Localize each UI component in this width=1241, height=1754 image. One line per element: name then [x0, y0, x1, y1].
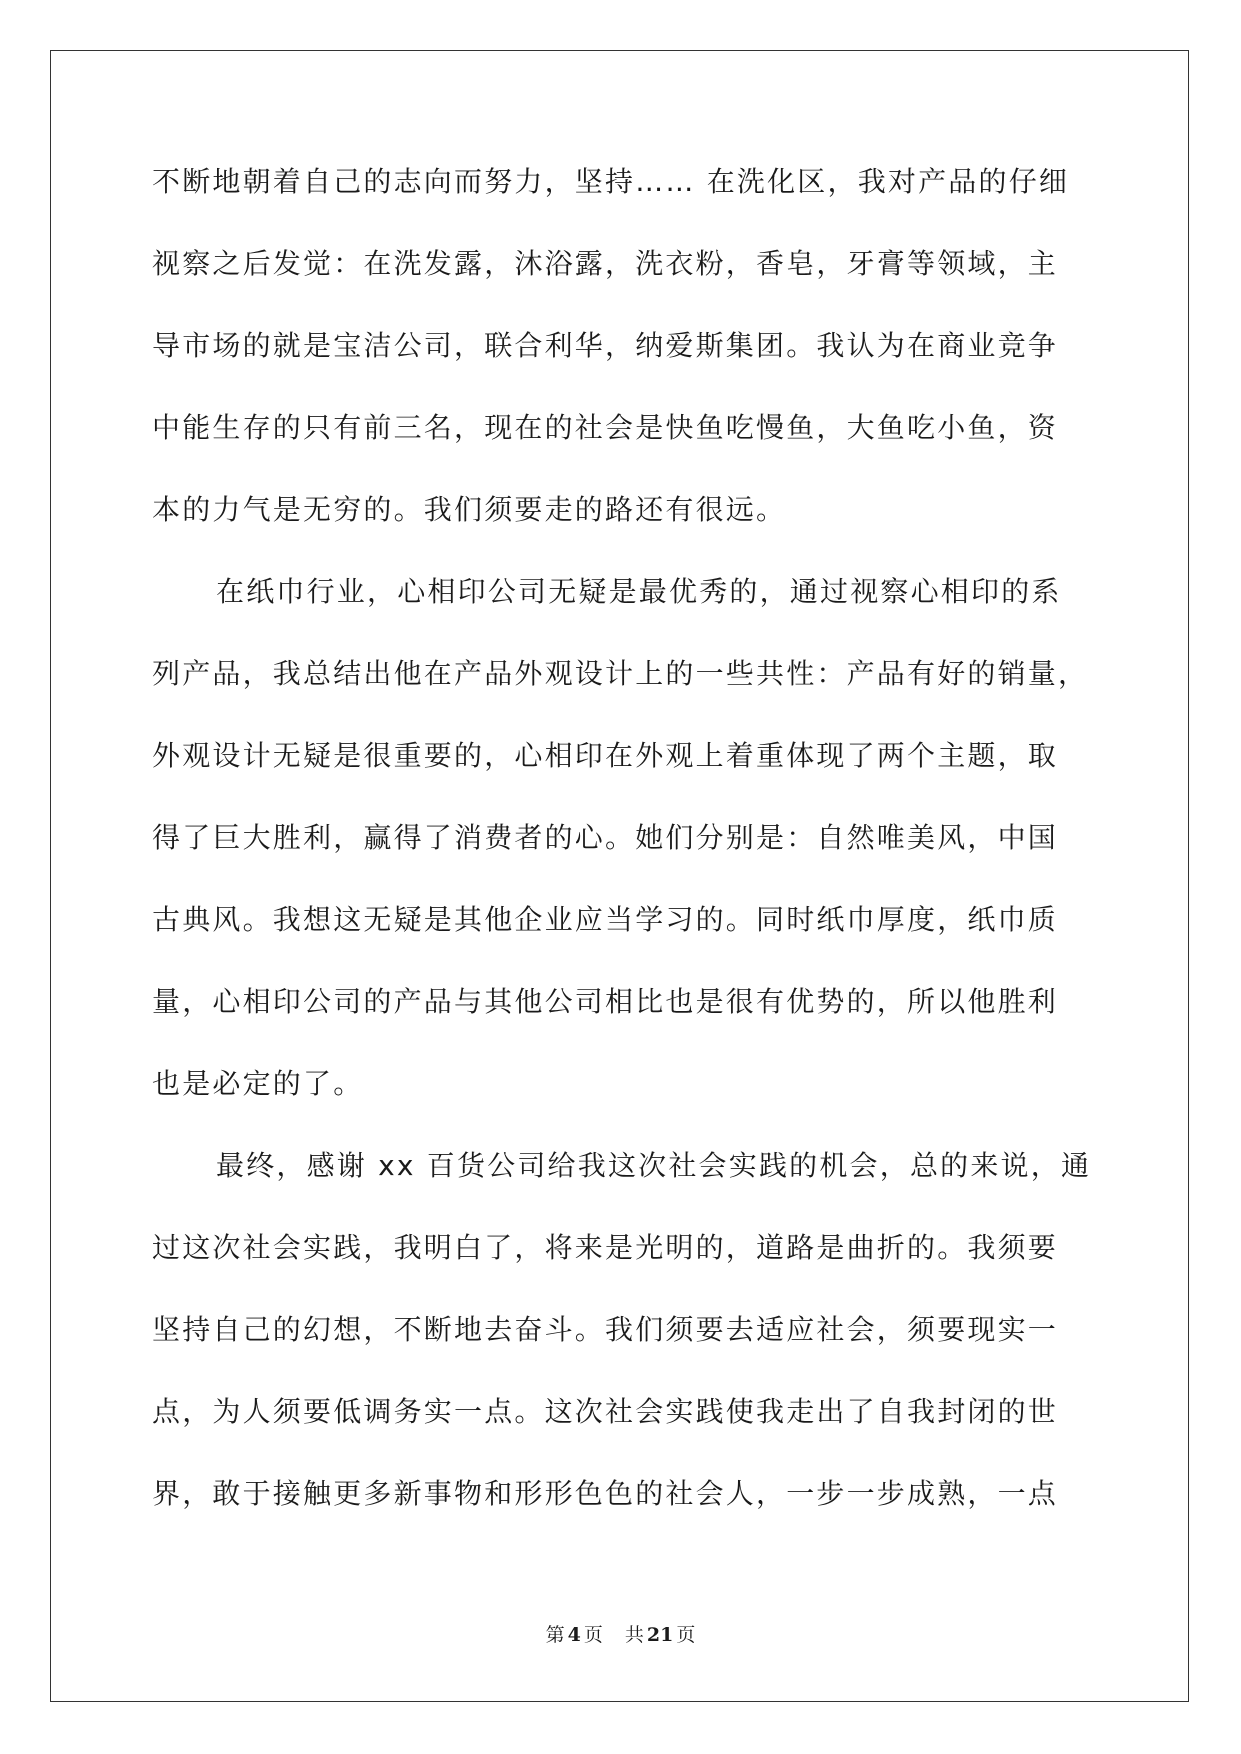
- text-line: 点，为人须要低调务实一点。这次社会实践使我走出了自我封闭的世: [152, 1395, 1059, 1428]
- document-body: [152, 160, 1092, 1554]
- total-suffix: 页: [676, 1624, 696, 1646]
- text-line: 古典风。我想这无疑是其他企业应当学习的。同时纸巾厚度，纸巾质: [152, 903, 1059, 936]
- text-line: 导市场的就是宝洁公司，联合利华，纳爱斯集团。我认为在商业竞争: [152, 329, 1059, 362]
- text-line: 列产品，我总结出他在产品外观设计上的一些共性：产品有好的销量，: [152, 657, 1089, 690]
- text-line: 也是必定的了。: [152, 1067, 364, 1100]
- text-line: 外观设计无疑是很重要的，心相印在外观上着重体现了两个主题，取: [152, 739, 1059, 772]
- page-total: 21: [646, 1624, 674, 1646]
- text-line: 得了巨大胜利，赢得了消费者的心。她们分别是：自然唯美风，中国: [152, 821, 1059, 854]
- page-suffix: 页: [583, 1624, 603, 1646]
- text-line: 中能生存的只有前三名，现在的社会是快鱼吃慢鱼，大鱼吃小鱼，资: [152, 411, 1059, 444]
- text-line: 本的力气是无穷的。我们须要走的路还有很远。: [152, 493, 787, 526]
- paragraph-start-line: 在纸巾行业，心相印公司无疑是最优秀的，通过视察心相印的系: [216, 575, 1062, 608]
- text-line: 视察之后发觉：在洗发露，沐浴露，洗衣粉，香皂，牙膏等领域，主: [152, 247, 1059, 280]
- text-line: 量，心相印公司的产品与其他公司相比也是很有优势的，所以他胜利: [152, 985, 1059, 1018]
- page-prefix: 第: [545, 1624, 565, 1646]
- page-current: 4: [567, 1624, 581, 1646]
- text-line: 界，敢于接触更多新事物和形形色色的社会人，一步一步成熟，一点: [152, 1477, 1059, 1510]
- paragraph-start-line: 最终，感谢 xx 百货公司给我这次社会实践的机会，总的来说，通: [216, 1149, 1092, 1182]
- text-line: 过这次社会实践，我明白了，将来是光明的，道路是曲折的。我须要: [152, 1231, 1059, 1264]
- page-footer: [0, 1620, 1241, 1647]
- text-line: 不断地朝着自己的志向而努力，坚持…… 在洗化区，我对产品的仔细: [152, 165, 1070, 198]
- total-prefix: 共: [624, 1624, 644, 1646]
- text-line: 坚持自己的幻想，不断地去奋斗。我们须要去适应社会，须要现实一: [152, 1313, 1059, 1346]
